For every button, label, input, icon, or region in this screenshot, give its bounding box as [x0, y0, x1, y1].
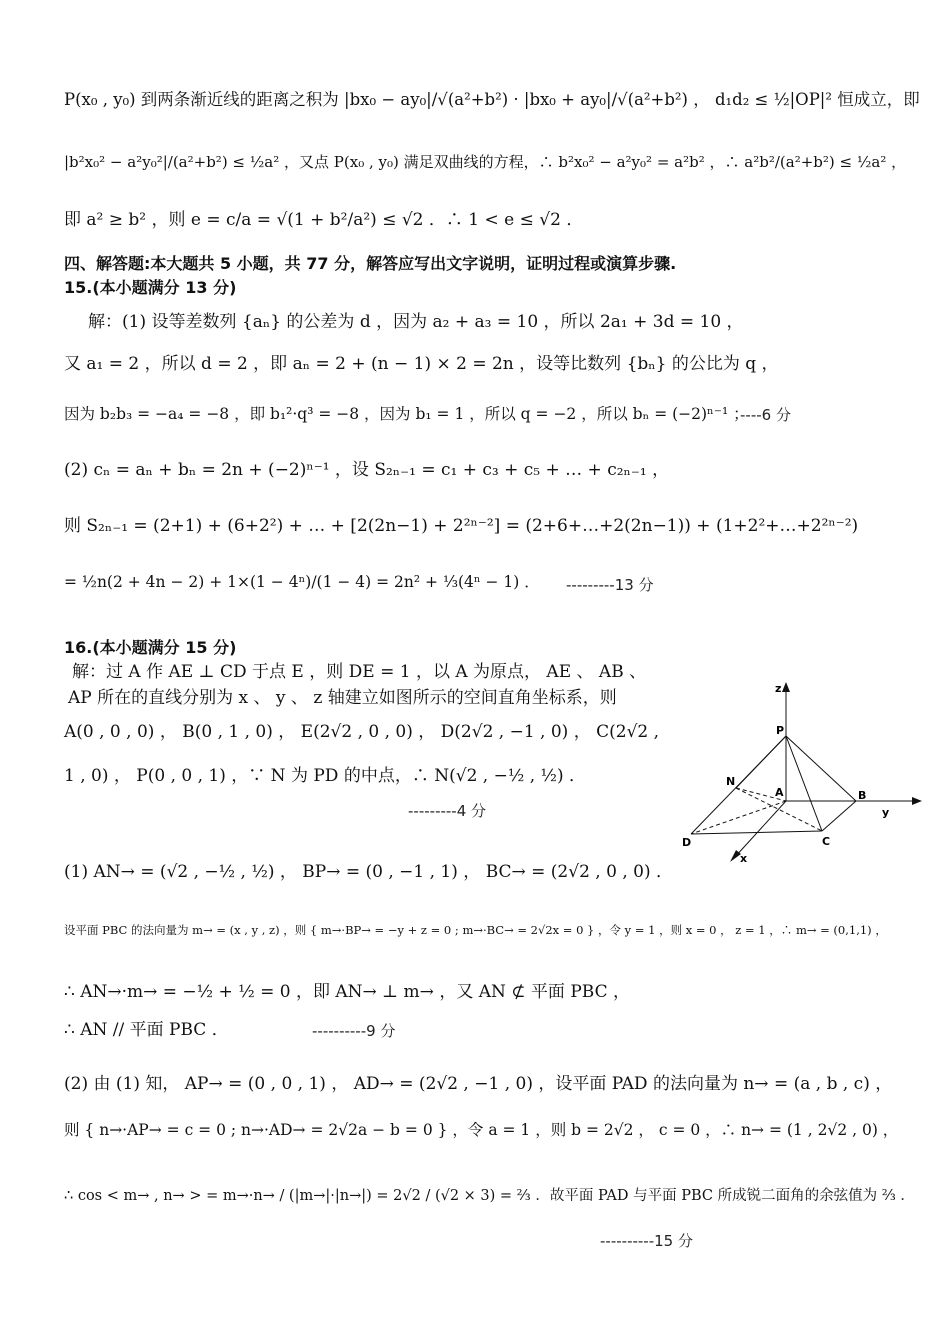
label-y: y: [882, 806, 890, 819]
label-N: N: [726, 775, 736, 788]
y-arrowhead: [912, 797, 922, 805]
label-A: A: [775, 786, 784, 799]
score-mark: ----------15 分: [600, 1232, 693, 1250]
text-line: 解：(1) 设等差数列 {aₙ} 的公差为 d ，因为 a₂ + a₃ = 10 ，所以 2a₁ + 3d = 10 ，: [88, 312, 744, 332]
score-mark: ---------13 分: [566, 576, 654, 594]
label-x: x: [740, 852, 748, 865]
score-mark: ---------4 分: [408, 802, 487, 820]
question-heading: 15.(本小题满分 13 分): [64, 278, 237, 297]
text-line: A(0 , 0 , 0) ， B(0 , 1 , 0) ， E(2√2 , 0 , 0) ， D(2√2 , −1 , 0) ， C(2√2 ,: [64, 722, 660, 742]
text-line: 因为 b₂b₃ = −a₄ = −8 ，即 b₁²·q³ = −8 ，因为 b₁ = 1 ，所以 q = −2 ，所以 bₙ = (−2)ⁿ⁻¹ ；: [64, 405, 749, 423]
text-line: (2) cₙ = aₙ + bₙ = 2n + (−2)ⁿ⁻¹ ，设 S₂ₙ₋₁ = c₁ + c₃ + c₅ + … + c₂ₙ₋₁ ，: [64, 460, 670, 480]
text-line: ∴ cos < m→ , n→ > = m→·n→ / (|m→|·|n→|) = 2√2 / (√2 × 3) = ⅔ ．故平面 PAD 与平面 PBC 所成锐二面角的余弦值为 ⅔ ．: [64, 1188, 915, 1204]
score-mark: ----6 分: [740, 406, 791, 424]
x-axis: [734, 801, 786, 858]
text-line: 又 a₁ = 2 ，所以 d = 2 ，即 aₙ = 2 + (n − 1) × 2 = 2n ，设等比数列 {bₙ} 的公比为 q ，: [64, 354, 779, 374]
label-z: z: [775, 682, 782, 695]
text-line: 则 { n→·AP→ = c = 0 ; n→·AD→ = 2√2a − b = 0 } ，令 a = 1 ，则 b = 2√2 ， c = 0 ，∴ n→ = (1 , 2√2 , 0) ，: [64, 1121, 899, 1139]
label-D: D: [682, 836, 692, 849]
text-line: 解：过 A 作 AE ⊥ CD 于点 E ，则 DE = 1 ，以 A 为原点， AE 、 AB 、: [72, 662, 647, 682]
text-line: |b²x₀² − a²y₀²|/(a²+b²) ≤ ½a² ，又点 P(x₀ , y₀) 满足双曲线的方程，∴ b²x₀² − a²y₀² = a²b² ，∴ a²b²/(a²+b²) ≤ ½a² ，: [64, 153, 907, 171]
text-line: (2) 由 (1) 知， AP→ = (0 , 0 , 1) ， AD→ = (2√2 , −1 , 0) ，设平面 PAD 的法向量为 n→ = (a , b , c) ，: [64, 1074, 893, 1094]
text-line: ∴ AN→·m→ = −½ + ½ = 0 ，即 AN→ ⊥ m→ ，又 AN ⊄ 平面 PBC ，: [64, 982, 630, 1002]
edge-AD: [691, 801, 786, 834]
text-line: 即 a² ≥ b² ，则 e = c/a = √(1 + b²/a²) ≤ √2 ．∴ 1 < e ≤ √2 ．: [64, 210, 584, 230]
coordinate-figure: [676, 676, 926, 866]
text-line: = ½n(2 + 4n − 2) + 1×(1 − 4ⁿ)/(1 − 4) = 2n² + ⅓(4ⁿ − 1) ．: [64, 573, 540, 591]
text-line: 设平面 PBC 的法向量为 m→ = (x , y , z) ，则 { m→·BP→ = −y + z = 0 ; m→·BC→ = 2√2x = 0 } ，令 y = 1 ，则 x = 0 ， z = 1 ，∴ m→ = (0,1,1) ，: [64, 923, 887, 937]
score-mark: ----------9 分: [312, 1022, 396, 1040]
text-line: AP 所在的直线分别为 x 、 y 、 z 轴建立如图所示的空间直角坐标系，则: [68, 688, 617, 708]
edge-CB: [822, 801, 856, 831]
label-P: P: [776, 724, 785, 737]
edge-PN: [736, 736, 786, 788]
text-line: (1) AN→ = (√2 , −½ , ½) ， BP→ = (0 , −1 , 1) ， BC→ = (2√2 , 0 , 0) ．: [64, 862, 673, 882]
edge-PB: [786, 736, 856, 801]
z-arrowhead: [782, 682, 790, 692]
label-B: B: [858, 789, 867, 802]
question-heading: 16.(本小题满分 15 分): [64, 638, 237, 657]
section-heading: 四、解答题:本大题共 5 小题，共 77 分，解答应写出文字说明，证明过程或演算步骤.: [64, 254, 677, 273]
text-line: 则 S₂ₙ₋₁ = (2+1) + (6+2²) + … + [2(2n−1) + 2²ⁿ⁻²] = (2+6+…+2(2n−1)) + (1+2²+…+2²ⁿ⁻²): [64, 516, 859, 536]
label-C: C: [822, 835, 831, 848]
text-line: 1 , 0) ， P(0 , 0 , 1) ，∵ N 为 PD 的中点，∴ N(√2 , −½ , ½) ．: [64, 766, 587, 786]
text-line: P(x₀ , y₀) 到两条渐近线的距离之积为 |bx₀ − ay₀|/√(a²+b²) · |bx₀ + ay₀|/√(a²+b²) ， d₁d₂ ≤ ½|OP|² 恒成立，即: [64, 90, 920, 109]
text-line: ∴ AN // 平面 PBC ．: [64, 1020, 229, 1040]
edge-PC: [786, 736, 822, 831]
